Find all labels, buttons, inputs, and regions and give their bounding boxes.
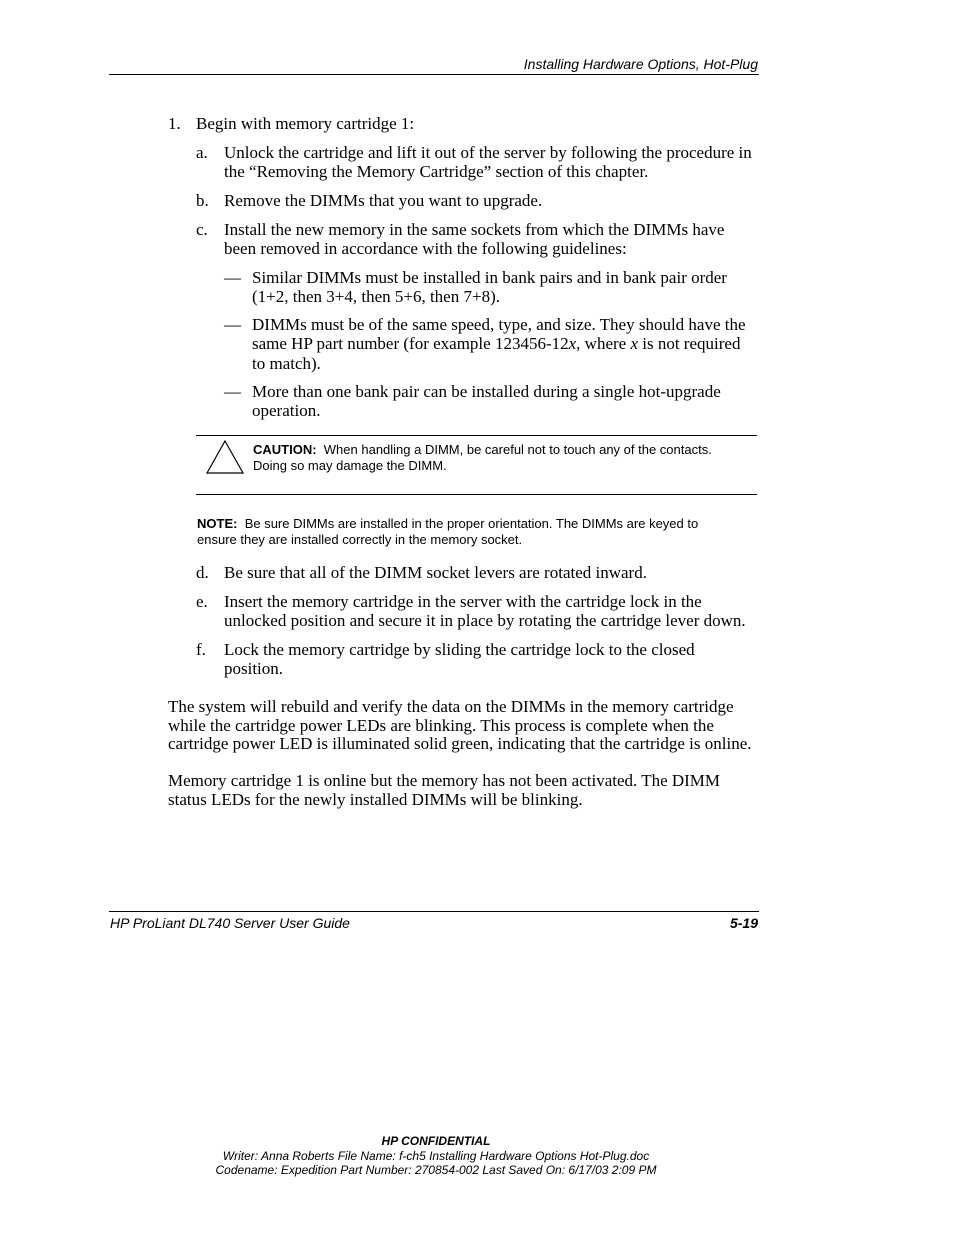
running-header: Installing Hardware Options, Hot-Plug [523, 56, 758, 72]
caution-bottom-rule [196, 494, 757, 495]
note-line1: NOTE: Be sure DIMMs are installed in the proper orientation. The DIMMs are keyed to [197, 516, 699, 531]
guideline-3-line2: operation. [252, 401, 321, 420]
substep-e-line2: unlocked position and secure it in place by rotating the cartridge lever down. [224, 611, 746, 630]
substep-f-line1: Lock the memory cartridge by sliding the cartridge lock to the closed [224, 640, 695, 659]
caution-label: CAUTION: [253, 442, 317, 457]
caution-line2: Doing so may damage the DIMM. [253, 458, 447, 473]
confidential-title: HP CONFIDENTIAL [381, 1134, 491, 1148]
guideline-2-line2: same HP part number (for example 123456-12x, where x is not required [252, 334, 741, 353]
footer-rule [109, 911, 759, 912]
guideline-3-dash: — [224, 382, 241, 401]
substep-b-line1: Remove the DIMMs that you want to upgrade. [224, 191, 543, 210]
caution-top-rule [196, 435, 757, 436]
substep-f-marker: f. [196, 640, 206, 659]
confidential-line2: Codename: Expedition Part Number: 270854-002 Last Saved On: 6/17/03 2:09 PM [215, 1163, 657, 1177]
paragraph-1-line3: cartridge power LED is illuminated solid green, indicating that the cartridge is online. [168, 734, 752, 753]
confidential-line1: Writer: Anna Roberts File Name: f-ch5 Installing Hardware Options Hot-Plug.doc [222, 1149, 650, 1163]
step-1-text: Begin with memory cartridge 1: [196, 114, 415, 133]
substep-f-line2: position. [224, 659, 284, 678]
footer-title: HP ProLiant DL740 Server User Guide [110, 915, 350, 931]
substep-c-marker: c. [196, 220, 208, 239]
guideline-2-line1: DIMMs must be of the same speed, type, and size. They should have the [252, 315, 746, 334]
note-line2: ensure they are installed correctly in the memory socket. [197, 532, 523, 547]
page-number: 5-19 [729, 915, 758, 931]
substep-d-line1: Be sure that all of the DIMM socket levers are rotated inward. [224, 563, 647, 582]
caution-triangle-icon [205, 439, 245, 475]
guideline-1-line1: Similar DIMMs must be installed in bank pairs and in bank pair order [252, 268, 727, 287]
guideline-3-line1: More than one bank pair can be installed during a single hot-upgrade [252, 382, 721, 401]
step-1-number: 1. [168, 114, 181, 133]
guideline-2-dash: — [224, 315, 241, 334]
paragraph-1-line2: while the cartridge power LEDs are blinking. This process is complete when the [168, 716, 714, 735]
guideline-2-line3: to match). [252, 354, 321, 373]
substep-a-line1: Unlock the cartridge and lift it out of the server by following the procedure in [224, 143, 752, 162]
substep-a-line2: the “Removing the Memory Cartridge” section of this chapter. [224, 162, 649, 181]
guideline-1-line2: (1+2, then 3+4, then 5+6, then 7+8). [252, 287, 500, 306]
substep-a-marker: a. [196, 143, 208, 162]
substep-e-marker: e. [196, 592, 208, 611]
substep-e-line1: Insert the memory cartridge in the server with the cartridge lock in the [224, 592, 702, 611]
header-rule [109, 74, 759, 75]
substep-c-line1: Install the new memory in the same sockets from which the DIMMs have [224, 220, 725, 239]
guideline-1-dash: — [224, 268, 241, 287]
paragraph-2-line1: Memory cartridge 1 is online but the memory has not been activated. The DIMM [168, 771, 721, 790]
caution-line1: CAUTION: When handling a DIMM, be careful not to touch any of the contacts. [253, 442, 712, 457]
substep-b-marker: b. [196, 191, 209, 210]
substep-c-line2: been removed in accordance with the following guidelines: [224, 239, 627, 258]
substep-d-marker: d. [196, 563, 209, 582]
paragraph-1-line1: The system will rebuild and verify the data on the DIMMs in the memory cartridge [168, 697, 734, 716]
note-label: NOTE: [197, 516, 238, 531]
paragraph-2-line2: status LEDs for the newly installed DIMMs will be blinking. [168, 790, 583, 809]
